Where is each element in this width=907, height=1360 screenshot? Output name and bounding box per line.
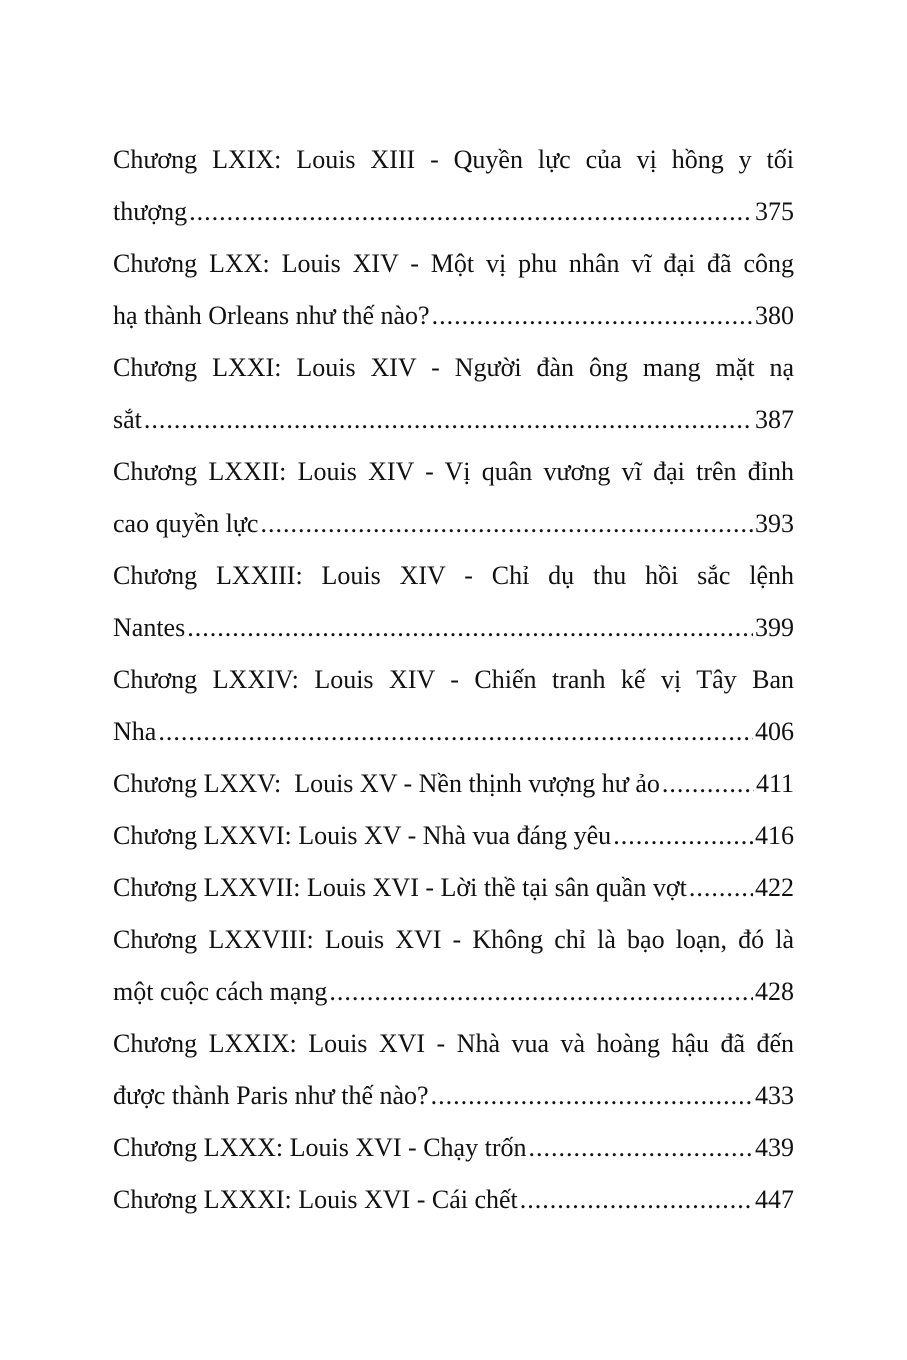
toc-entry-lxx[interactable]: [113, 238, 794, 342]
page-number: 393: [755, 509, 794, 538]
toc-entry-lxxviii[interactable]: [113, 914, 794, 1018]
toc-entry-lxxv[interactable]: [113, 758, 794, 810]
toc-entry-title: Chương LXXVII: Louis XVI - Lời thề tại sân quần vợt: [113, 873, 687, 902]
page-number: 447: [755, 1185, 794, 1214]
toc-entry-title-cont: sắt: [113, 405, 142, 434]
toc-entry-title-cont: được thành Paris như thế nào?: [113, 1081, 429, 1110]
toc-entry-title: Chương LXXVIII: Louis XVI - Không chỉ là bạo loạn, đó là: [113, 925, 794, 954]
toc-entry-title-cont: Nantes: [113, 613, 186, 642]
toc-entry-title-cont: cao quyền lực: [113, 509, 259, 538]
dot-leader: [158, 706, 753, 758]
toc-entry-title: Chương LXXX: Louis XVI - Chạy trốn: [113, 1133, 527, 1162]
toc-entry-lxxiii[interactable]: [113, 550, 794, 654]
page-number: 387: [755, 405, 794, 434]
dot-leader: [520, 1174, 753, 1226]
table-of-contents: [113, 134, 794, 1226]
dot-leader: [689, 862, 753, 914]
page-number: 433: [755, 1081, 794, 1110]
toc-entry-lxxi[interactable]: [113, 342, 794, 446]
dot-leader: [187, 602, 753, 654]
page-number: 428: [755, 977, 794, 1006]
toc-entry-title: Chương LXX: Louis XIV - Một vị phu nhân vĩ đại đã công: [113, 249, 794, 278]
toc-entry-title: Chương LXXIX: Louis XVI - Nhà vua và hoàng hậu đã đến: [113, 1029, 794, 1058]
dot-leader: [662, 758, 754, 810]
toc-entry-title: Chương LXXIV: Louis XIV - Chiến tranh kế vị Tây Ban: [113, 665, 794, 694]
toc-entry-lxxiv[interactable]: [113, 654, 794, 758]
toc-entry-title: Chương LXXI: Louis XIV - Người đàn ông mang mặt nạ: [113, 353, 794, 382]
toc-entry-title: Chương LXXXI: Louis XVI - Cái chết: [113, 1185, 518, 1214]
toc-entry-lxxix[interactable]: [113, 1018, 794, 1122]
toc-entry-title: Chương LXIX: Louis XIII - Quyền lực của vị hồng y tối: [113, 145, 794, 174]
toc-entry-title: Chương LXXV: Louis XV - Nền thịnh vượng hư ảo: [113, 769, 660, 798]
toc-entry-title: Chương LXXVI: Louis XV - Nhà vua đáng yêu: [113, 821, 612, 850]
toc-entry-title-cont: Nha: [113, 717, 157, 746]
toc-entry-title: Chương LXXII: Louis XIV - Vị quân vương vĩ đại trên đỉnh: [113, 457, 794, 486]
dot-leader: [528, 1122, 753, 1174]
toc-entry-lxxvi[interactable]: [113, 810, 794, 862]
dot-leader: [432, 290, 753, 342]
page-number: 416: [755, 821, 794, 850]
dot-leader: [613, 810, 753, 862]
dot-leader: [431, 1070, 753, 1122]
dot-leader: [189, 186, 753, 238]
toc-entry-lxxxi[interactable]: [113, 1174, 794, 1226]
page-number: 411: [755, 769, 794, 798]
toc-entry-title: Chương LXXIII: Louis XIV - Chỉ dụ thu hồi sắc lệnh: [113, 561, 794, 590]
toc-entry-title-cont: hạ thành Orleans như thế nào?: [113, 301, 430, 330]
page-number: 422: [755, 873, 794, 902]
dot-leader: [329, 966, 753, 1018]
page-number: 406: [755, 717, 794, 746]
page-number: 380: [755, 301, 794, 330]
toc-entry-lxix[interactable]: [113, 134, 794, 238]
toc-entry-title-cont: một cuộc cách mạng: [113, 977, 328, 1006]
page-number: 399: [755, 613, 794, 642]
page-number: 439: [755, 1133, 794, 1162]
page-number: 375: [755, 197, 794, 226]
toc-entry-lxxii[interactable]: [113, 446, 794, 550]
toc-entry-lxxx[interactable]: [113, 1122, 794, 1174]
dot-leader: [144, 394, 753, 446]
toc-entry-title-cont: thượng: [113, 197, 188, 226]
toc-entry-lxxvii[interactable]: [113, 862, 794, 914]
dot-leader: [260, 498, 753, 550]
